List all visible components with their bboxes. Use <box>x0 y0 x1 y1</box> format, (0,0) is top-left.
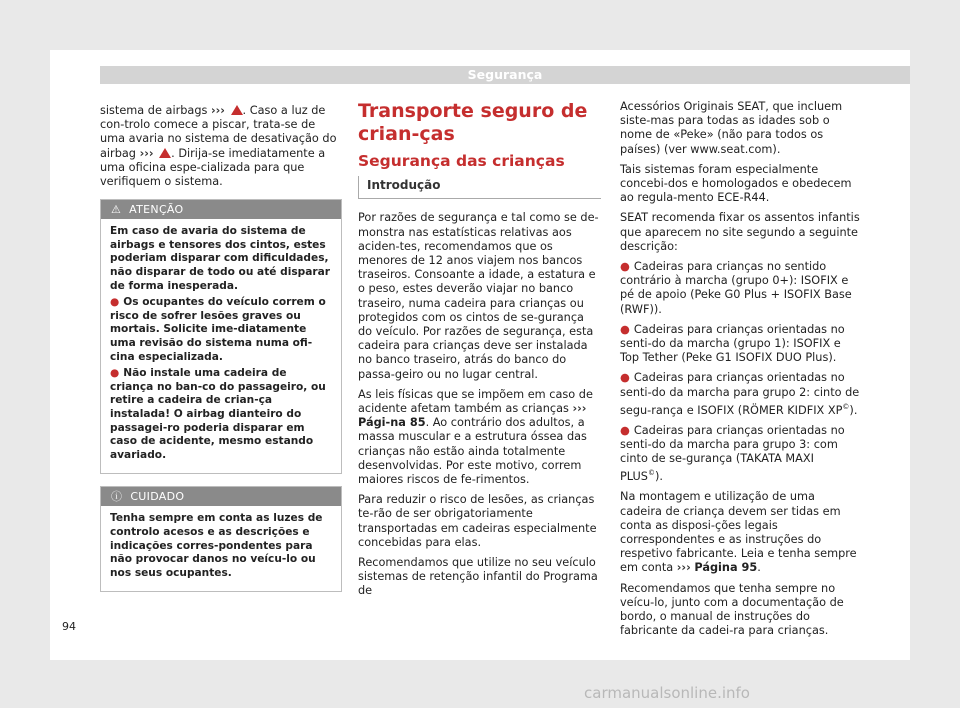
subsection-heading: Introdução <box>358 176 601 199</box>
section-title: Segurança <box>467 67 543 82</box>
manual-page <box>50 50 910 660</box>
warning-bullet: ● Não instale uma cadeira de criança no ban-co do passageiro, ou retire a cadeira de crian-ça instalada! O airbag dianteiro do passagei-ro poderia disparar em caso de acidente, mesmo estando avariado. <box>110 367 326 461</box>
chapter-heading: Transporte seguro de crian-ças <box>358 100 588 145</box>
registered-mark: © <box>647 469 655 478</box>
right-column <box>620 100 860 644</box>
list-item: ● Cadeiras para crianças orientadas no senti-do da marcha para grupo 3: com cinto de se-gurança (TAKATA MAXI PLUS©). <box>620 423 845 484</box>
registered-mark: © <box>842 402 850 411</box>
list-item: ● Cadeiras para crianças orientadas no senti-do da marcha para grupo 2: cinto de segu-rança e ISOFIX (RÖMER KIDFIX XP©). <box>620 371 860 417</box>
watermark: carmanualsonline.info <box>584 684 750 702</box>
caution-box-header: ⓘ CUIDADO <box>101 487 341 506</box>
paragraph: Tais sistemas foram especialmente concebi-dos e homologados e obedecem ao regula-mento ECE-R44. <box>620 162 852 205</box>
paragraph: Na montagem e utilização de uma cadeira de criança devem ser tidas em conta as disposi-ções legais correspondentes e as instruções do respetivo fabricante. Leia e tenha sempre em conta ››› Página 95. <box>620 490 857 575</box>
bullet-icon: ● <box>620 322 630 336</box>
middle-column <box>358 100 601 605</box>
section-heading: Segurança das crianças <box>358 152 565 170</box>
paragraph: Recomendamos que tenha sempre no veícu-lo, junto com a documentação de bordo, o manual de instruções do fabricante da cadei-ra para crianças. <box>620 581 844 638</box>
paragraph: Acessórios Originais SEAT, que incluem siste-mas para todas as idades sob o nome de «Peke» (não para todos os países) (ver www.seat.com). <box>620 100 843 156</box>
paragraph: As leis físicas que se impõem em caso de acidente afetam também as crianças ››› Pági-na 85. Ao contrário dos adultos, a massa muscular e a estrutura óssea das crianças não estão ainda totalmente desenvolvidas. Por este motivo, correm maiores riscos de fe-rimentos. <box>358 387 593 487</box>
bullet-icon: ● <box>620 423 630 437</box>
airbag-intro-text: sistema de airbags ››› . Caso a luz de con-trolo comece a piscar, trata-se de uma avaria no sistema de desativação do airbag ››› . Dirija-se imediatamente a uma oficina espe-cializada para que verifiquem o sistema. <box>100 104 337 189</box>
caution-text: Tenha sempre em conta as luzes de controlo acesos e as descrições e indicações corres-pondentes para não provocar danos no veícu-lo ou nos seus ocupantes. <box>110 512 323 579</box>
warning-box-body <box>101 219 341 473</box>
list-item: ● Cadeiras para crianças no sentido contrário à marcha (grupo 0+): ISOFIX e pé de apoio (Peke G0 Plus + ISOFIX Base (RWF)). <box>620 260 852 316</box>
bullet-icon: ● <box>110 296 120 309</box>
paragraph: Por razões de segurança e tal como se de-monstra nas estatísticas relativas aos aciden-tes, recomendamos que os menores de 12 anos viajem nos bancos traseiros. Consoante a idade, a estatura e o peso, estes deverão viajar no banco traseiro, numa cadeira para crianças ou protegidos com os cintos de se-gurança do veículo. Por razões de segurança, esta cadeira para crianças deve ser instalada no banco traseiro, atrás do banco do passa-geiro ou no lugar central. <box>358 211 599 381</box>
warning-triangle-icon: ⚠ <box>111 203 122 217</box>
page-reference-link[interactable]: Pági-na 85 <box>358 416 426 430</box>
bullet-icon: ● <box>620 371 630 385</box>
caution-box <box>100 486 342 592</box>
paragraph: Para reduzir o risco de lesões, as crianças te-rão de ser obrigatoriamente transportadas em cadeiras especialmente concebidas para elas. <box>358 493 597 549</box>
page-reference-link[interactable]: Página 95 <box>694 561 758 575</box>
section-header-bar <box>100 66 910 84</box>
list-item: ● Cadeiras para crianças orientadas no senti-do da marcha (grupo 1): ISOFIX e Top Tether (Peke G1 ISOFIX DUO Plus). <box>620 322 845 365</box>
warning-text: Em caso de avaria do sistema de airbags e tensores dos cintos, estes poderiam disparar com dificuldades, não disparar de todo ou até disparar de forma inesperada. <box>110 225 330 292</box>
reference-arrow: ››› <box>210 104 225 117</box>
reference-arrow: ››› <box>572 402 587 416</box>
reference-arrow: ››› <box>676 561 691 575</box>
warning-bullet: ● Os ocupantes do veículo correm o risco de sofrer lesões graves ou mortais. Solicite ime-diatamente uma revisão do sistema numa ofi-cina especializada. <box>110 296 326 363</box>
bullet-icon: ● <box>620 260 630 274</box>
bullet-icon: ● <box>110 367 120 380</box>
info-circle-icon: ⓘ <box>111 490 123 504</box>
caution-box-body <box>101 506 341 591</box>
reference-arrow: ››› <box>139 146 154 160</box>
page-number: 94 <box>62 620 76 633</box>
warning-triangle-icon <box>159 148 171 158</box>
paragraph: SEAT recomenda fixar os assentos infantis que aparecem no site segundo a seguinte descrição: <box>620 211 860 253</box>
warning-box-header: ⚠ ATENÇÃO <box>101 200 341 219</box>
paragraph: Recomendamos que utilize no seu veículo sistemas de retenção infantil do Programa de <box>358 556 598 598</box>
warning-triangle-icon <box>231 105 243 115</box>
warning-box <box>100 199 342 474</box>
left-column <box>100 104 342 592</box>
